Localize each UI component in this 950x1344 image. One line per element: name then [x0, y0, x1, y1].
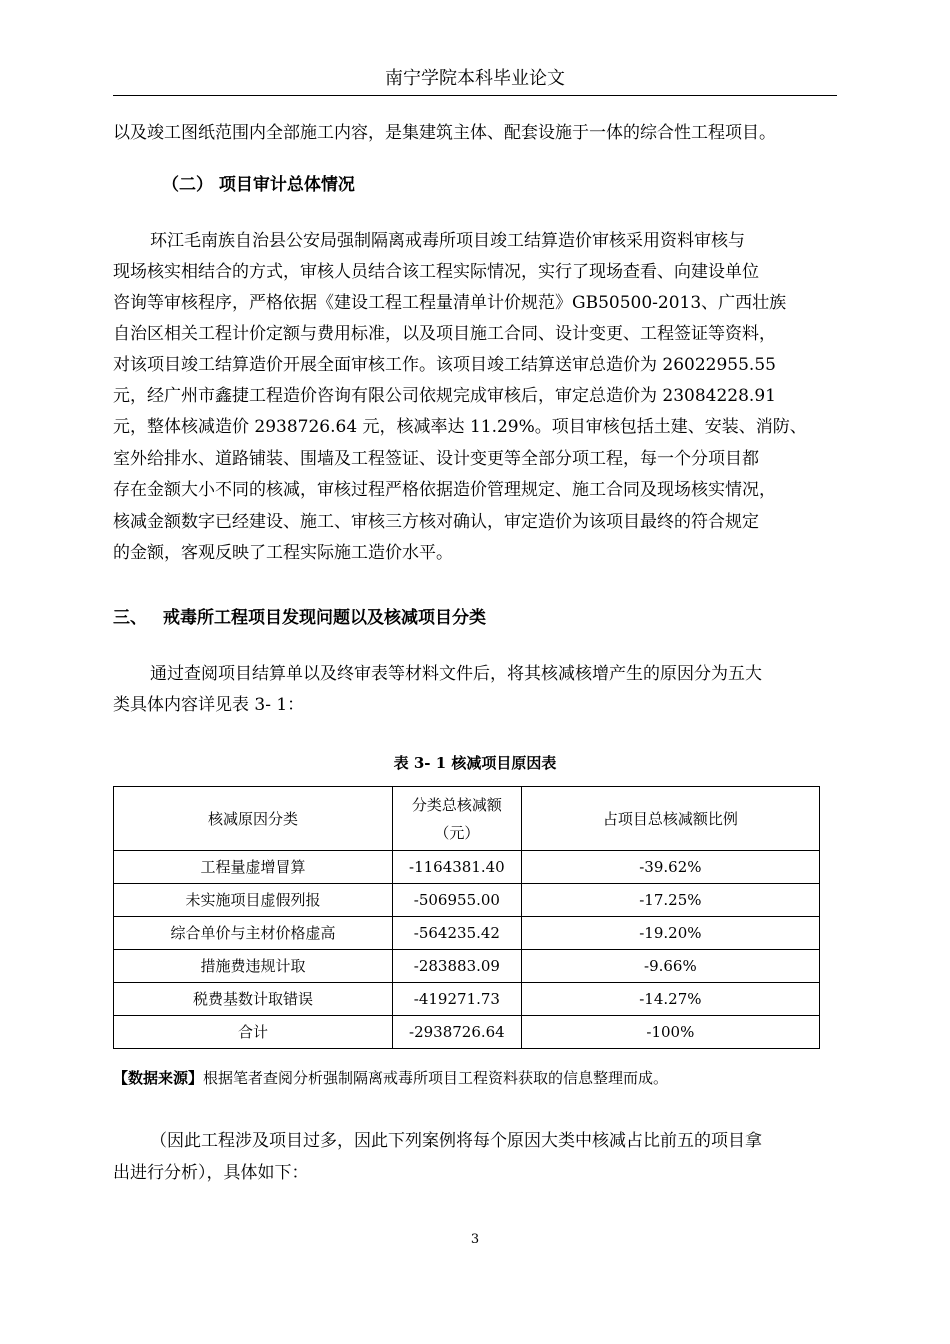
intro-line: 以及竣工图纸范围内全部施工内容，是集建筑主体、配套设施于一体的综合性工程项目。	[113, 123, 776, 143]
header-ratio: 占项目总核减额比例	[521, 787, 819, 851]
header-amount: 分类总核减额 （元）	[393, 787, 522, 851]
paragraph-line: 现场核实相结合的方式，审核人员结合该工程实际情况，实行了现场查看、向建设单位	[113, 262, 759, 282]
cell-category: 合计	[114, 1016, 393, 1049]
cell-category: 工程量虚增冒算	[114, 851, 393, 884]
section-heading-2: （二） 项目审计总体情况	[162, 175, 355, 195]
paragraph-line: 存在金额大小不同的核减，审核过程严格依据造价管理规定、施工合同及现场核实情况，	[113, 480, 776, 500]
cell-amount: -419271.73	[393, 983, 522, 1016]
cell-ratio: -17.25%	[521, 884, 819, 917]
paragraph-line: 元，整体核减造价 2938726.64 元，核减率达 11.29%。项目审核包括土建、安装、消防、	[113, 417, 807, 437]
cell-category: 未实施项目虚假列报	[114, 884, 393, 917]
page-number: 3	[470, 1232, 480, 1247]
table-caption: 表 3- 1 核减项目原因表	[393, 754, 557, 772]
paragraph-line: 自治区相关工程计价定额与费用标准，以及项目施工合同、设计变更、工程签证等资料，	[113, 324, 776, 344]
cell-ratio: -19.20%	[521, 917, 819, 950]
cell-amount: -564235.42	[393, 917, 522, 950]
cell-amount: -2938726.64	[393, 1016, 522, 1049]
source-label: 【数据来源】	[113, 1069, 204, 1087]
header-rule	[113, 95, 837, 96]
cell-ratio: -9.66%	[521, 950, 819, 983]
cell-amount: -283883.09	[393, 950, 522, 983]
cell-ratio: -14.27%	[521, 983, 819, 1016]
cell-category: 综合单价与主材价格虚高	[114, 917, 393, 950]
table-row	[114, 950, 820, 983]
cell-category: 税费基数计取错误	[114, 983, 393, 1016]
section-heading-3	[113, 606, 486, 630]
table-row	[114, 917, 820, 950]
paragraph-line: 的金额，客观反映了工程实际施工造价水平。	[113, 543, 453, 563]
paragraph-line: 核减金额数字已经建设、施工、审核三方核对确认，审定造价为该项目最终的符合规定	[113, 512, 759, 532]
section-number: 三、	[113, 608, 147, 628]
source-text: 根据笔者查阅分析强制隔离戒毒所项目工程资料获取的信息整理而成。	[203, 1069, 669, 1087]
table-header-row	[114, 787, 820, 851]
cell-category: 措施费违规计取	[114, 950, 393, 983]
paragraph-line: （因此工程涉及项目过多，因此下列案例将每个原因大类中核减占比前五的项目拿	[150, 1131, 762, 1151]
header-category: 核减原因分类	[114, 787, 393, 851]
cell-ratio: -39.62%	[521, 851, 819, 884]
paragraph-line: 室外给排水、道路铺装、围墙及工程签证、设计变更等全部分项工程，每一个分项目都	[113, 449, 759, 469]
table-row	[114, 884, 820, 917]
table-row	[114, 983, 820, 1016]
paragraph-line: 对该项目竣工结算造价开展全面审核工作。该项目竣工结算送审总造价为 26022955.55	[113, 355, 776, 375]
running-header: 南宁学院本科毕业论文	[385, 68, 565, 89]
paragraph-line: 类具体内容详见表 3- 1：	[113, 695, 305, 715]
cell-amount: -1164381.40	[393, 851, 522, 884]
section-title: 戒毒所工程项目发现问题以及核减项目分类	[163, 608, 486, 628]
cell-amount: -506955.00	[393, 884, 522, 917]
paragraph-line: 咨询等审核程序，严格依据《建设工程工程量清单计价规范》GB50500-2013、广西壮族	[113, 293, 787, 313]
cell-ratio: -100%	[521, 1016, 819, 1049]
table-row	[114, 851, 820, 884]
paragraph-line: 出进行分析），具体如下：	[113, 1163, 309, 1183]
table-total-row	[114, 1016, 820, 1049]
paragraph-line: 元，经广州市鑫捷工程造价咨询有限公司依规完成审核后，审定总造价为 23084228.91	[113, 386, 776, 406]
paragraph-line: 通过查阅项目结算单以及终审表等材料文件后，将其核减核增产生的原因分为五大	[150, 664, 762, 684]
paragraph-line: 环江毛南族自治县公安局强制隔离戒毒所项目竣工结算造价审核采用资料审核与	[150, 231, 745, 251]
reduction-table	[113, 786, 820, 1049]
data-source-note	[113, 1066, 668, 1090]
